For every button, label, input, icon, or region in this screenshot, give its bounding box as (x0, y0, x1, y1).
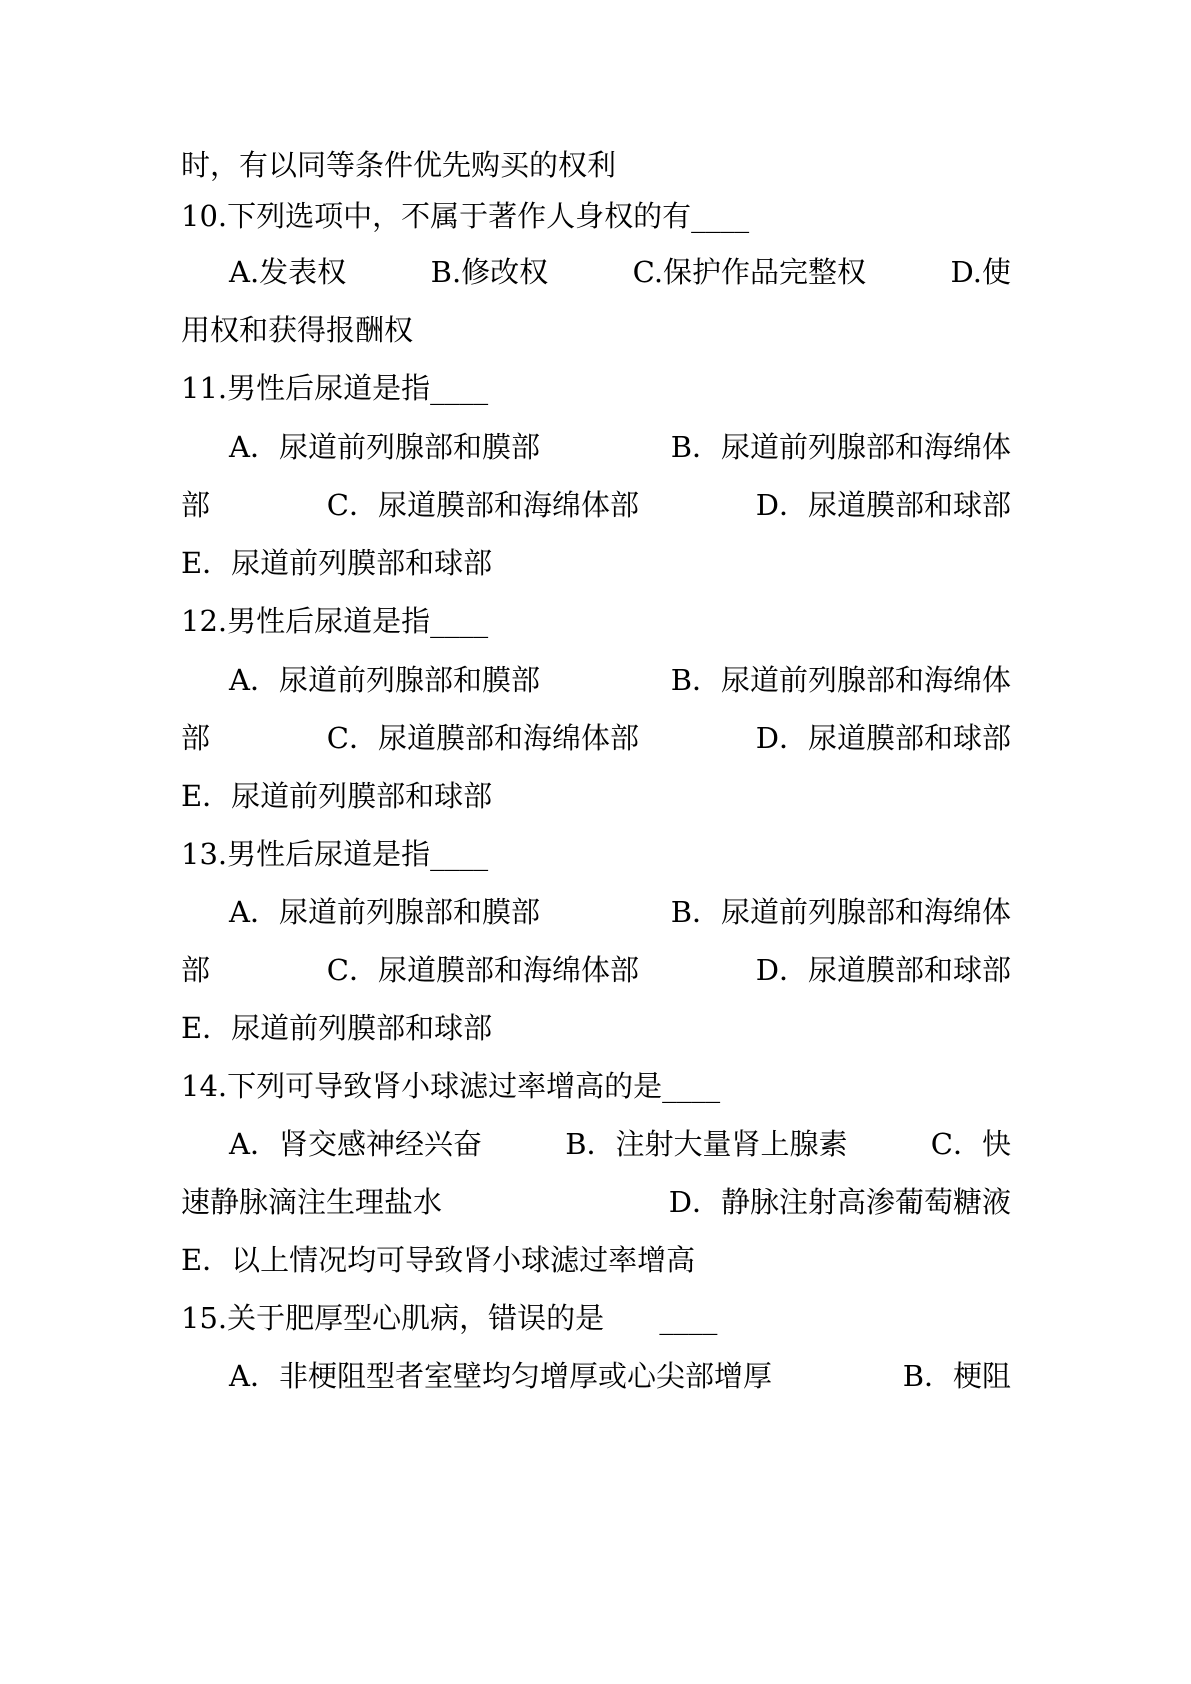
option-c: C.保护作品完整权 (632, 255, 867, 289)
question-14: 14.下列可导致肾小球滤过率增高的是____ (181, 1069, 721, 1103)
option-a: A.发表权 (229, 255, 347, 289)
question-11: 11.男性后尿道是指____ (181, 371, 489, 405)
option-d: D．尿道膜部和球部 (755, 721, 1011, 755)
question-15: 15.关于肥厚型心肌病，错误的是 ____ (181, 1301, 718, 1335)
text-fragment: 部 (181, 953, 211, 987)
question-12-options-row2 (181, 718, 1011, 758)
question-12: 12.男性后尿道是指____ (181, 604, 489, 638)
option-d: D.使 (950, 255, 1011, 289)
question-12-options-row1 (229, 660, 1011, 700)
option-b: B．尿道前列腺部和海绵体 (670, 430, 1011, 464)
question-14-options-row1 (229, 1124, 1011, 1164)
question-13: 13.男性后尿道是指____ (181, 837, 489, 871)
option-a: A．尿道前列腺部和膜部 (229, 663, 540, 697)
question-15-options-row1 (229, 1356, 1011, 1396)
question-10: 10.下列选项中，不属于著作人身权的有____ (181, 199, 750, 233)
option-e: E．尿道前列膜部和球部 (181, 1011, 493, 1045)
option-c: C．尿道膜部和海绵体部 (326, 488, 639, 522)
question-13-options-row1 (229, 892, 1011, 932)
option-a: A．肾交感神经兴奋 (229, 1127, 482, 1161)
option-b: B．尿道前列腺部和海绵体 (670, 895, 1011, 929)
question-11-options-row1 (229, 427, 1011, 467)
question-11-options-row2 (181, 485, 1011, 525)
text-fragment: 速静脉滴注生理盐水 (181, 1185, 443, 1219)
option-e: E．尿道前列膜部和球部 (181, 779, 493, 813)
option-b: B．注射大量肾上腺素 (565, 1127, 848, 1161)
option-e: E．尿道前列膜部和球部 (181, 546, 493, 580)
question-10-options (229, 252, 1011, 292)
option-c: C．快 (930, 1127, 1011, 1161)
option-a: A．尿道前列腺部和膜部 (229, 895, 540, 929)
text-line: 用权和获得报酬权 (181, 313, 414, 347)
question-13-options-row2 (181, 950, 1011, 990)
text-fragment: 部 (181, 721, 211, 755)
option-b: B．尿道前列腺部和海绵体 (670, 663, 1011, 697)
option-a: A．非梗阻型者室壁均匀增厚或心尖部增厚 (229, 1359, 772, 1393)
option-d: D．静脉注射高渗葡萄糖液 (668, 1185, 1011, 1219)
option-e: E．以上情况均可导致肾小球滤过率增高 (181, 1243, 696, 1277)
option-d: D．尿道膜部和球部 (755, 953, 1011, 987)
text-fragment: 部 (181, 488, 211, 522)
option-c: C．尿道膜部和海绵体部 (326, 953, 639, 987)
option-b: B．梗阻 (902, 1359, 1011, 1393)
question-14-options-row2 (181, 1182, 1011, 1222)
option-b: B.修改权 (430, 255, 549, 289)
text-line: 时，有以同等条件优先购买的权利 (181, 148, 617, 182)
option-d: D．尿道膜部和球部 (755, 488, 1011, 522)
option-a: A．尿道前列腺部和膜部 (229, 430, 540, 464)
option-c: C．尿道膜部和海绵体部 (326, 721, 639, 755)
